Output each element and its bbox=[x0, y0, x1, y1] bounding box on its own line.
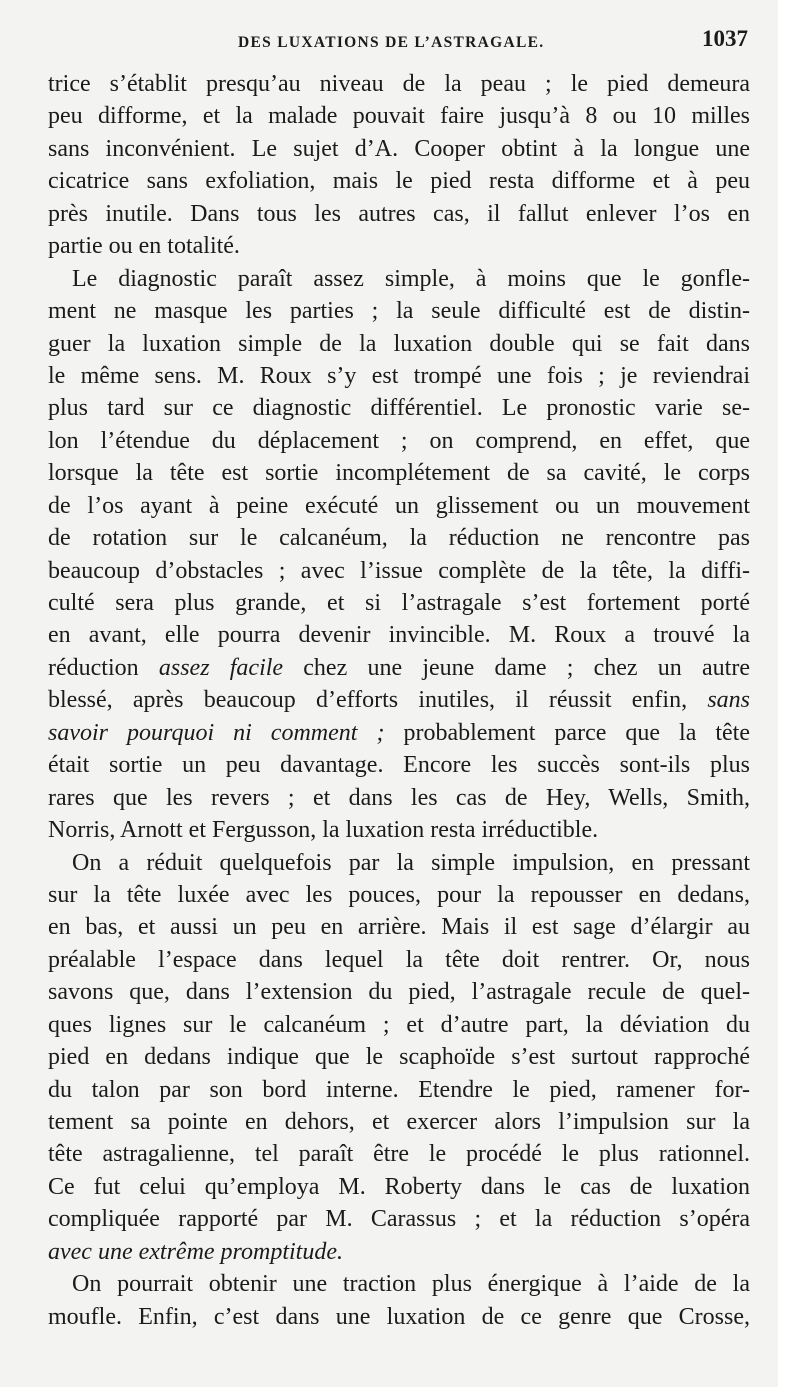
text-line: sans inconvénient. Le sujet d’A. Cooper obtint à la longue une bbox=[48, 135, 750, 162]
text-line: près inutile. Dans tous les autres cas, il fallut enlever l’os en bbox=[48, 200, 750, 227]
text-line bbox=[48, 684, 750, 716]
text-line: ques lignes sur le calcanéum ; et d’autre part, la déviation du bbox=[48, 1011, 750, 1038]
scan-margin bbox=[778, 0, 800, 1387]
text-line: beaucoup d’obstacles ; avec l’issue complète de la tête, la diffi- bbox=[48, 557, 750, 584]
text-line: en bas, et aussi un peu en arrière. Mais il est sage d’élargir au bbox=[48, 914, 750, 941]
text-line: On a réduit quelquefois par la simple impulsion, en pressant bbox=[72, 849, 750, 876]
text-line: Norris, Arnott et Fergusson, la luxation resta irréductible. bbox=[48, 817, 599, 844]
text-line: rares que les revers ; et dans les cas de Hey, Wells, Smith, bbox=[48, 784, 750, 811]
text-line bbox=[48, 717, 750, 749]
text-line: pied en dedans indique que le scaphoïde s’est surtout rapproché bbox=[48, 1044, 750, 1071]
text-line: ment ne masque les parties ; la seule difficulté est de distin- bbox=[48, 298, 750, 325]
page-number: 1037 bbox=[702, 26, 748, 51]
body-text bbox=[48, 68, 750, 1333]
text-line bbox=[48, 1236, 750, 1268]
text-line: lorsque la tête est sortie incomplétement de sa cavité, le corps bbox=[48, 460, 750, 487]
text-line: était sortie un peu davantage. Encore les succès sont-ils plus bbox=[48, 752, 750, 779]
italic-text: avec une extrême promptitude. bbox=[48, 1238, 343, 1265]
text-line: savons que, dans l’extension du pied, l’astragale recule de quel- bbox=[48, 979, 750, 1006]
text-line: Le diagnostic paraît assez simple, à moins que le gonfle- bbox=[72, 265, 750, 292]
text-line: guer la luxation simple de la luxation double qui se fait dans bbox=[48, 330, 750, 357]
text-run: probablement parce que la tête bbox=[384, 719, 751, 746]
text-line: tête astragalienne, tel paraît être le procédé le plus rationnel. bbox=[48, 1141, 750, 1168]
text-line: cicatrice sans exfoliation, mais le pied resta difforme et à peu bbox=[48, 168, 750, 195]
running-title: DES LUXATIONS DE L’ASTRAGALE. bbox=[238, 34, 545, 51]
italic-text: assez facile bbox=[158, 654, 284, 681]
text-line: plus tard sur ce diagnostic différentiel. Le pronostic varie se- bbox=[48, 395, 750, 422]
text-line: partie ou en totalité. bbox=[48, 233, 240, 260]
text-line: le même sens. M. Roux s’y est trompé une fois ; je reviendrai bbox=[48, 362, 750, 389]
text-line: On pourrait obtenir une traction plus énergique à l’aide de la bbox=[72, 1271, 750, 1298]
text-run: réduction bbox=[48, 654, 159, 681]
text-line: culté sera plus grande, et si l’astragale s’est fortement porté bbox=[48, 590, 750, 616]
italic-text: sans bbox=[707, 687, 750, 714]
text-line: de l’os ayant à peine exécuté un glissement ou un mouvement bbox=[48, 492, 750, 519]
text-line: de rotation sur le calcanéum, la réduction ne rencontre pas bbox=[48, 525, 750, 552]
page-header bbox=[48, 26, 748, 60]
text-line: tement sa pointe en dehors, et exercer alors l’impulsion sur la bbox=[48, 1109, 750, 1135]
text-line: compliquée rapporté par M. Carassus ; et la réduction s’opéra bbox=[48, 1206, 750, 1233]
text-line bbox=[48, 652, 750, 684]
text-line: Ce fut celui qu’employa M. Roberty dans le cas de luxation bbox=[48, 1173, 750, 1200]
text-line: du talon par son bord interne. Etendre le pied, ramener for- bbox=[48, 1076, 750, 1103]
text-line: en avant, elle pourra devenir invincible. M. Roux a trouvé la bbox=[48, 622, 750, 649]
text-line: lon l’étendue du déplacement ; on comprend, en effet, que bbox=[48, 427, 750, 454]
text-line: moufle. Enfin, c’est dans une luxation de ce genre que Crosse, bbox=[48, 1303, 750, 1330]
text-line: peu difforme, et la malade pouvait faire jusqu’à 8 ou 10 milles bbox=[48, 103, 750, 130]
text-line: trice s’établit presqu’au niveau de la peau ; le pied demeura bbox=[48, 71, 750, 97]
text-line: préalable l’espace dans lequel la tête doit rentrer. Or, nous bbox=[48, 946, 750, 973]
text-line: sur la tête luxée avec les pouces, pour la repousser en dedans, bbox=[48, 881, 750, 908]
text-run: chez une jeune dame ; chez un autre bbox=[283, 654, 750, 681]
italic-text: savoir pourquoi ni comment ; bbox=[48, 719, 385, 746]
text-run: blessé, après beaucoup d’efforts inutiles, il réussit enfin, bbox=[48, 687, 708, 714]
